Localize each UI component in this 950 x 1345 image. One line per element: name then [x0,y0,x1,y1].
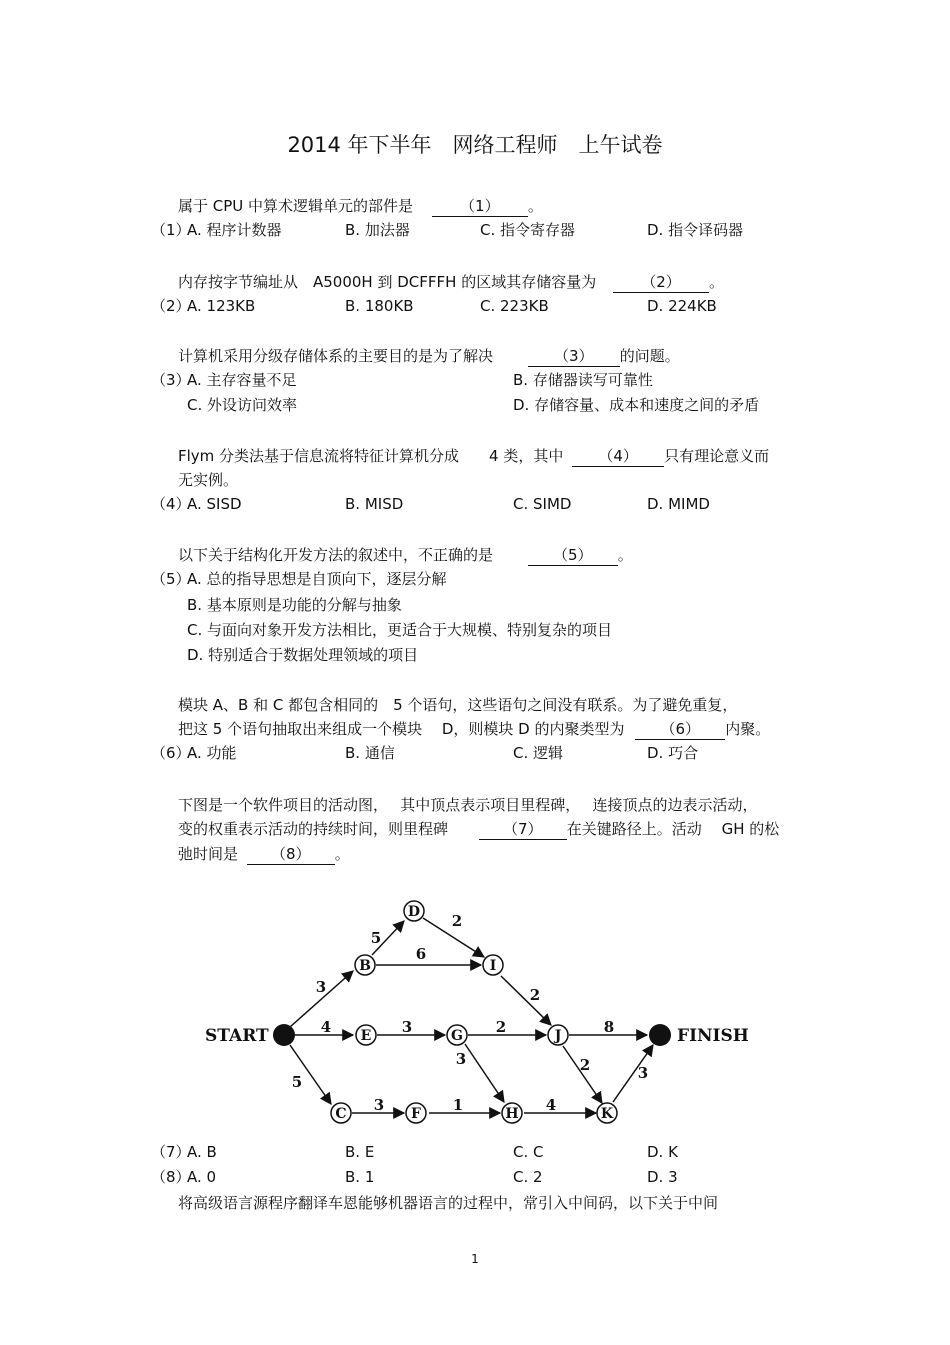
weight-g-j: 2 [495,1018,507,1036]
option-c: C. C [513,1143,544,1161]
option-a: A. B [187,1143,217,1161]
page-title: 2014 年下半年 网络工程师 上午试卷 [287,133,663,157]
start-node [273,1024,295,1046]
option-a: A. 功能 [187,744,237,762]
option-number: （1） [151,221,191,239]
node-i-label: I [489,958,497,974]
node-d-label: D [407,904,421,920]
option-d: D. 224KB [647,297,717,315]
option-d: D. 3 [647,1168,678,1186]
option-a: A. 0 [187,1168,217,1186]
question-8-stem: 弛时间是 （8） 。 [178,845,350,863]
answer-blank: （3） [528,346,620,367]
option-b: B. 180KB [345,297,414,315]
option-number: （7） [151,1143,191,1161]
weight-b-i: 6 [415,945,427,963]
option-c: C. SIMD [513,495,572,513]
question-5-stem: 以下关于结构化开发方法的叙述中，不正确的是 （5） 。 [178,546,633,564]
question-3-stem: 计算机采用分级存储体系的主要目的是为了解决 （3） 的问题。 [178,347,680,365]
weight-d-i: 2 [451,912,463,930]
option-b: B. 通信 [345,744,395,762]
edge-j-k [563,1046,602,1103]
weight-i-j: 2 [529,986,541,1004]
weight-start-b: 3 [315,978,327,996]
answer-blank: （4） [572,446,664,467]
question-1-stem: 属于 CPU 中算术逻辑单元的部件是 （1） 。 [178,197,543,215]
answer-blank: （6） [635,719,725,740]
question-6-stem-line2: 把这 5 个语句抽取出来组成一个模块 D，则模块 D 的内聚类型为 （6） 内聚。 [178,720,771,738]
node-c-label: C [335,1106,347,1122]
node-e-label: E [360,1028,372,1044]
answer-blank: （7） [479,819,567,840]
weight-j-k: 2 [579,1056,591,1074]
option-a: A. 123KB [187,297,256,315]
question-4-stem-line2: 无实例。 [178,471,239,489]
option-a: A. 主存容量不足 [187,371,297,389]
option-c: C. 指令寄存器 [480,221,576,239]
option-number: （2） [151,297,191,315]
weight-b-d: 5 [370,929,382,947]
node-g-label: G [451,1028,463,1044]
edge-i-j [501,976,551,1025]
option-d: D. 存储容量、成本和速度之间的矛盾 [513,396,760,414]
weight-k-finish: 3 [637,1064,649,1082]
option-c: C. 外设访问效率 [187,396,298,414]
answer-blank: （2） [613,272,709,293]
question-9-stem: 将高级语言源程序翻译车恩能够机器语言的过程中，常引入中间码，以下关于中间 [178,1194,719,1212]
option-c: C. 2 [513,1168,543,1186]
option-d: D. 巧合 [647,744,699,762]
option-b: B. 基本原则是功能的分解与抽象 [187,596,402,614]
question-4-stem: Flym 分类法基于信息流将特征计算机分成 4 类，其中 （4） 只有理论意义而 [178,447,770,465]
option-b: B. 存储器读写可靠性 [513,371,653,389]
option-number: （3） [151,371,191,389]
weight-e-g: 3 [401,1018,413,1036]
weight-c-f: 3 [373,1096,385,1114]
node-h-label: H [505,1106,519,1122]
option-c: C. 223KB [480,297,549,315]
option-c: C. 与面向对象开发方法相比，更适合于大规模、特别复杂的项目 [187,621,613,639]
option-d: D. K [647,1143,678,1161]
option-b: B. 1 [345,1168,375,1186]
page-number: 1 [471,1252,479,1266]
node-j-label: J [554,1028,562,1044]
option-c: C. 逻辑 [513,744,564,762]
option-number: （5） [151,570,191,588]
option-number: （6） [151,744,191,762]
option-number: （4） [151,495,191,513]
weight-j-finish: 8 [603,1018,615,1036]
option-d: D. 指令译码器 [647,221,744,239]
start-label: START [205,1026,269,1046]
option-d: D. MIMD [647,495,710,513]
finish-node [649,1024,671,1046]
question-7-stem: 下图是一个软件项目的活动图， 其中顶点表示项目里程碑， 连接顶点的边表示活动， [178,796,758,814]
activity-network-diagram [0,880,950,1130]
edge-g-h [465,1044,504,1102]
weight-start-c: 5 [291,1073,303,1091]
weight-g-h: 3 [455,1050,467,1068]
option-number: （8） [151,1168,191,1186]
option-b: B. E [345,1143,375,1161]
answer-blank: （5） [528,545,618,566]
node-f-label: F [411,1106,421,1122]
weight-start-e: 4 [320,1018,332,1036]
question-6-stem: 模块 A、B 和 C 都包含相同的 5 个语句，这些语句之间没有联系。为了避免重复， [178,696,738,714]
option-b: B. MISD [345,495,404,513]
option-b: B. 加法器 [345,221,410,239]
option-a: A. 程序计数器 [187,221,282,239]
node-k-label: K [600,1106,614,1122]
weight-f-h: 1 [452,1096,464,1114]
node-b-label: B [359,958,371,974]
answer-blank: （8） [247,844,335,865]
finish-label: FINISH [677,1026,749,1046]
option-a: A. SISD [187,495,242,513]
weight-h-k: 4 [545,1096,557,1114]
option-a: A. 总的指导思想是自顶向下，逐层分解 [187,570,447,588]
option-d: D. 特别适合于数据处理领域的项目 [187,646,419,664]
question-2-stem: 内存按字节编址从 A5000H 到 DCFFFH 的区域其存储容量为 （2） 。 [178,273,725,291]
question-7-stem-line2: 变的权重表示活动的持续时间，则里程碑 （7） 在关键路径上。活动 GH 的松 [178,820,780,838]
answer-blank: （1） [432,196,528,217]
